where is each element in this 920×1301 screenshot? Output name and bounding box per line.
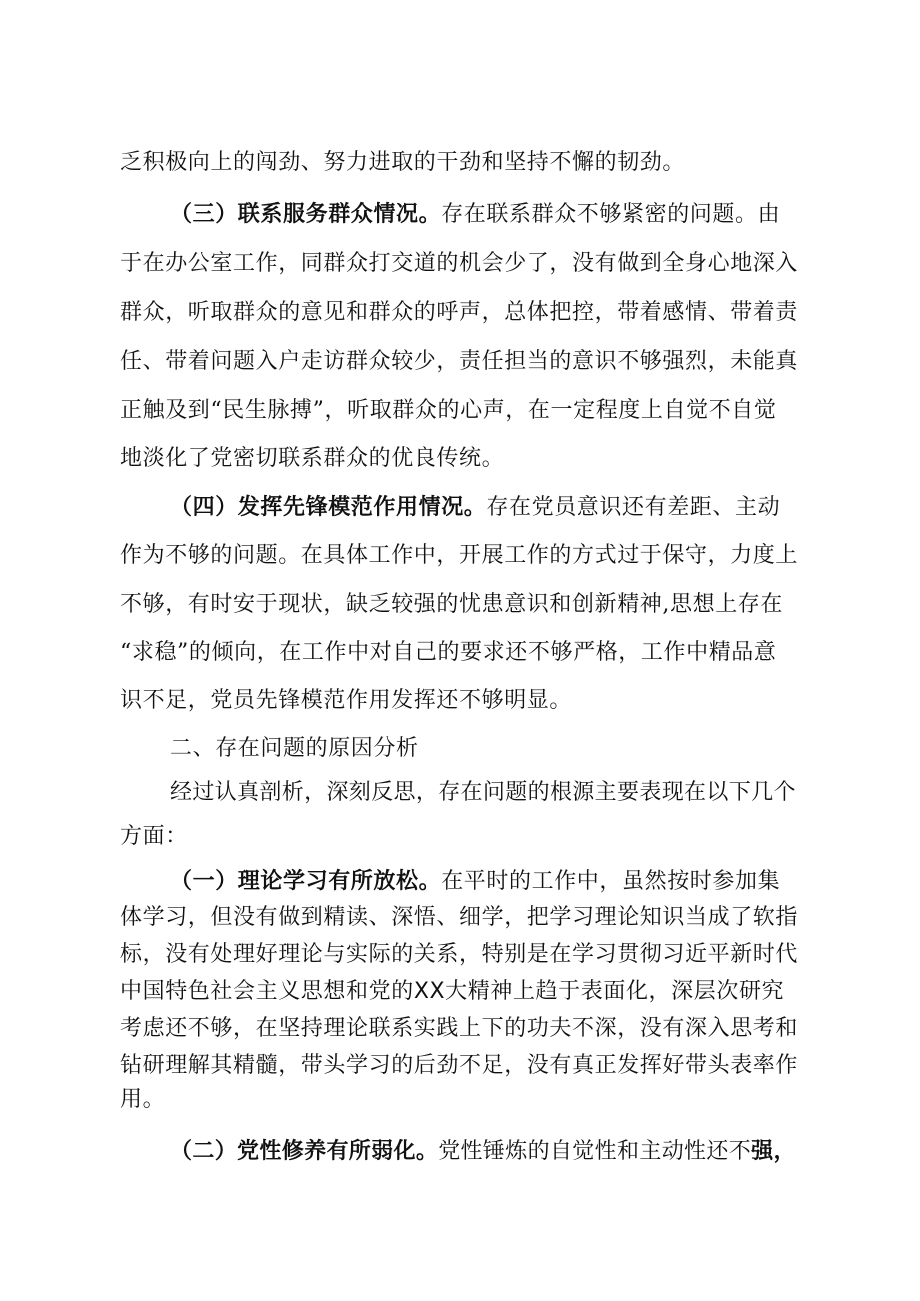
section3-line6: 地淡化了党密切联系群众的优良传统。: [120, 446, 505, 471]
section4-line2: 作为不够的问题。在具体工作中，开展工作的方式过于保守，力度上: [120, 543, 799, 568]
section3-line4: 任、带着问题入户走访群众较少，责任担当的意识不够强烈，未能真: [120, 349, 799, 374]
section4-line1-text: 存在党员意识还有差距、主动: [486, 495, 781, 520]
section4-line3: 不够，有时安于现状，缺乏较强的忧患意识和创新精神,思想上存在: [120, 592, 783, 617]
cause1-line7: 用。: [120, 1087, 166, 1112]
section3-line1-text: 存在联系群众不够紧密的问题。由: [441, 202, 781, 227]
cause2-line1: [170, 1136, 796, 1167]
cause1-line1: [170, 866, 780, 897]
cause1-line3: 标，没有处理好理论与实际的关系，特别是在学习贯彻习近平新时代: [120, 942, 799, 967]
section4-line4: “求稳”的倾向，在工作中对自己的要求还不够严格，工作中精品意: [120, 640, 777, 665]
part2-title: 二、存在问题的原因分析: [170, 736, 419, 761]
cause1-line2: 体学习，但没有做到精读、深悟、细学，把学习理论知识当成了软指: [120, 905, 799, 930]
cause1-line4-part1: 中国特色社会主义思想和党的: [120, 979, 414, 1004]
cause2-line1-end: 强，: [751, 1138, 796, 1164]
cause2-heading: （二）党性修养有所弱化。: [170, 1138, 439, 1164]
part2-intro-line1: 经过认真剖析，深刻反思，存在问题的根源主要表现在以下几个: [170, 780, 796, 805]
cause1-line5: 考虑还不够，在坚持理论联系实践上下的功夫不深，没有深入思考和: [120, 1016, 799, 1041]
cause1-line4-part2: 大精神上趋于表面化，深层次研究: [445, 979, 785, 1004]
cause1-line4-xx: XX: [413, 979, 446, 1004]
section3-line1: [170, 199, 780, 230]
section3-line3: 群众，听取群众的意见和群众的呼声，总体把控，带着感情、带着责: [120, 300, 799, 325]
paragraph-continuation-line: 乏积极向上的闯劲、努力进取的干劲和坚持不懈的韧劲。: [120, 150, 686, 175]
section3-line2: 于在办公室工作，同群众打交道的机会少了，没有做到全身心地深入: [120, 251, 799, 276]
cause1-line6: 钻研理解其精髓，带头学习的后劲不足，没有真正发挥好带头表率作: [120, 1053, 799, 1078]
cause2-line1-text: 党性锤炼的自觉性和主动性还不: [438, 1139, 752, 1164]
section4-line5: 识不足，党员先锋模范作用发挥还不够明显。: [120, 688, 573, 713]
cause1-line4: [120, 977, 784, 1007]
section3-heading: （三）联系服务群众情况。: [170, 201, 442, 227]
section4-line1: [170, 492, 780, 523]
cause1-heading: （一）理论学习有所放松。: [170, 868, 442, 894]
cause1-line1-text: 在平时的工作中，虽然按时参加集: [441, 869, 781, 894]
section3-line5: 正触及到“民生脉搏”，听取群众的心声，在一定程度上自觉不自觉: [120, 398, 777, 423]
part2-intro-line2: 方面：: [120, 824, 188, 849]
section4-heading: （四）发挥先锋模范作用情况。: [170, 494, 487, 520]
